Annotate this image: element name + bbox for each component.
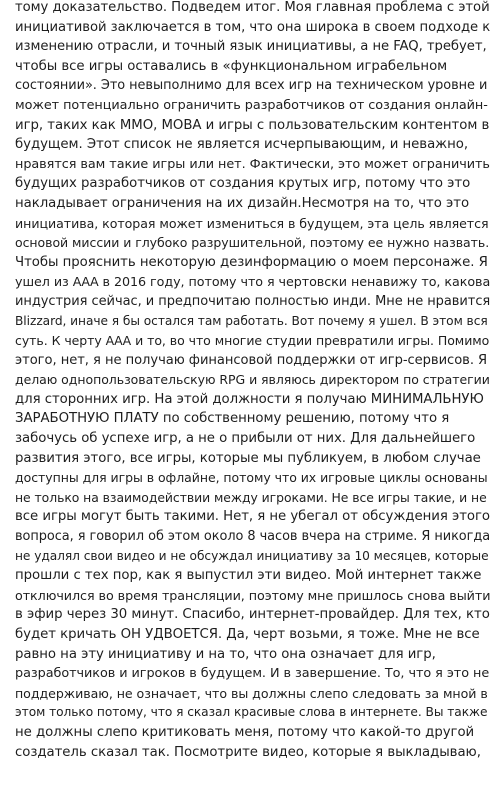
text-line: чтобы все игры оставались в «функциональном играбельном <box>15 58 448 74</box>
text-line: игр, таких как ММО, МОВА и игры с пользовательским контентом в <box>15 117 490 133</box>
text-line: в эфир через 30 минут. Спасибо, интернет-провайдер. Для тех, кто <box>15 607 490 623</box>
text-line: этом только потому, что я сказал красивые слова в интернете. Вы также <box>15 705 488 720</box>
post-text <box>15 0 490 762</box>
text-line: инициативой заключается в том, что она широка в своем подходе к <box>15 19 491 35</box>
text-line: может потенциально ограничить разработчиков от создания онлайн- <box>15 97 488 113</box>
text-line: суть. К черту ААА и то, во что многие студии превратили игры. Помимо <box>15 333 490 349</box>
text-line: будущих разработчиков от создания крутых игр, потому что это <box>15 176 471 192</box>
text-line: поддерживаю, не означает, что вы должны слепо следовать за мной в <box>15 685 488 701</box>
text-line: накладывает ограничения на их дизайн.Несмотря на то, что это <box>15 195 470 211</box>
text-line: не должны слепо критиковать меня, потому что какой-то другой <box>15 724 475 740</box>
text-line: индустрия сейчас, и предпочитаю полностью инди. Мне не нравится <box>15 293 491 309</box>
text-line: забочусь об успехе игр, а не о прибыли от них. Для дальнейшего <box>15 431 476 447</box>
text-line: Blizzard, иначе я бы остался там работать. Вот почему я ушел. В этом вся <box>15 313 488 328</box>
text-line: состоянии». Это невыполнимо для всех игр на техническом уровне и <box>15 78 488 94</box>
text-line: вопроса, я говорил об этом около 8 часов вчера на стриме. Я никогда <box>15 529 491 545</box>
text-line: все игры могут быть такими. Нет, я не убегал от обсуждения этого <box>15 509 490 525</box>
text-line: создатель сказал так. Посмотрите видео, которые я выкладываю, <box>15 744 481 760</box>
text-line: нравятся вам такие игры или нет. Фактически, это может ограничить <box>15 156 490 172</box>
text-line: не удалял свои видео и не обсуждал инициативу за 10 месяцев, которые <box>15 548 489 563</box>
text-line: будет кричать ОН УДВОЕТСЯ. Да, черт возьми, я тоже. Мне не все <box>15 627 480 642</box>
text-line: основой миссии и глубоко разрушительной, поэтому ее нужно назвать. <box>15 235 490 251</box>
text-line: развития этого, все игры, которые мы публикуем, в любом случае <box>15 450 481 466</box>
text-line: будущем. Этот список не является исчерпывающим, и неважно, <box>15 137 469 153</box>
text-line: инициатива, которая может измениться в будущем, эта цель является <box>15 215 489 231</box>
text-line: прошли с тех пор, как я выпустил эти видео. Мой интернет также <box>15 568 482 584</box>
text-line: равно на эту инициативу и на то, что она означает для игр, <box>15 646 436 662</box>
text-line: отключился во время трансляции, поэтому мне пришлось снова выйти <box>15 587 491 603</box>
text-line: этого, нет, я не получаю финансовой поддержки от игр-сервисов. Я <box>15 352 488 368</box>
text-line: делаю однопользовательскую RPG и являюсь директором по стратегии <box>15 372 490 388</box>
text-line: доступны для игры в офлайне, потому что их игровые циклы основаны <box>15 470 488 486</box>
text-line: ЗАРАБОТНУЮ ПЛАТУ по собственному решению, потому что я <box>15 411 450 427</box>
text-line: ушел из ААА в 2016 году, потому что я чертовски ненавижу то, какова <box>15 274 491 290</box>
text-line: для сторонних игр. На этой должности я получаю МИНИМАЛЬНУЮ <box>15 391 484 407</box>
text-line: разработчиков и игроков в будущем. И в завершение. То, что я это не <box>15 666 490 682</box>
text-line: Чтобы прояснить некоторую дезинформацию о моем персонаже. Я <box>15 254 488 270</box>
text-line: тому доказательство. Подведем итог. Моя главная проблема с этой <box>15 0 490 15</box>
text-line: не только на взаимодействии между игроками. Не все игры такие, и не <box>15 489 487 505</box>
text-line: изменению отрасли, и точный язык инициативы, а не FAQ, требует, <box>15 39 487 55</box>
